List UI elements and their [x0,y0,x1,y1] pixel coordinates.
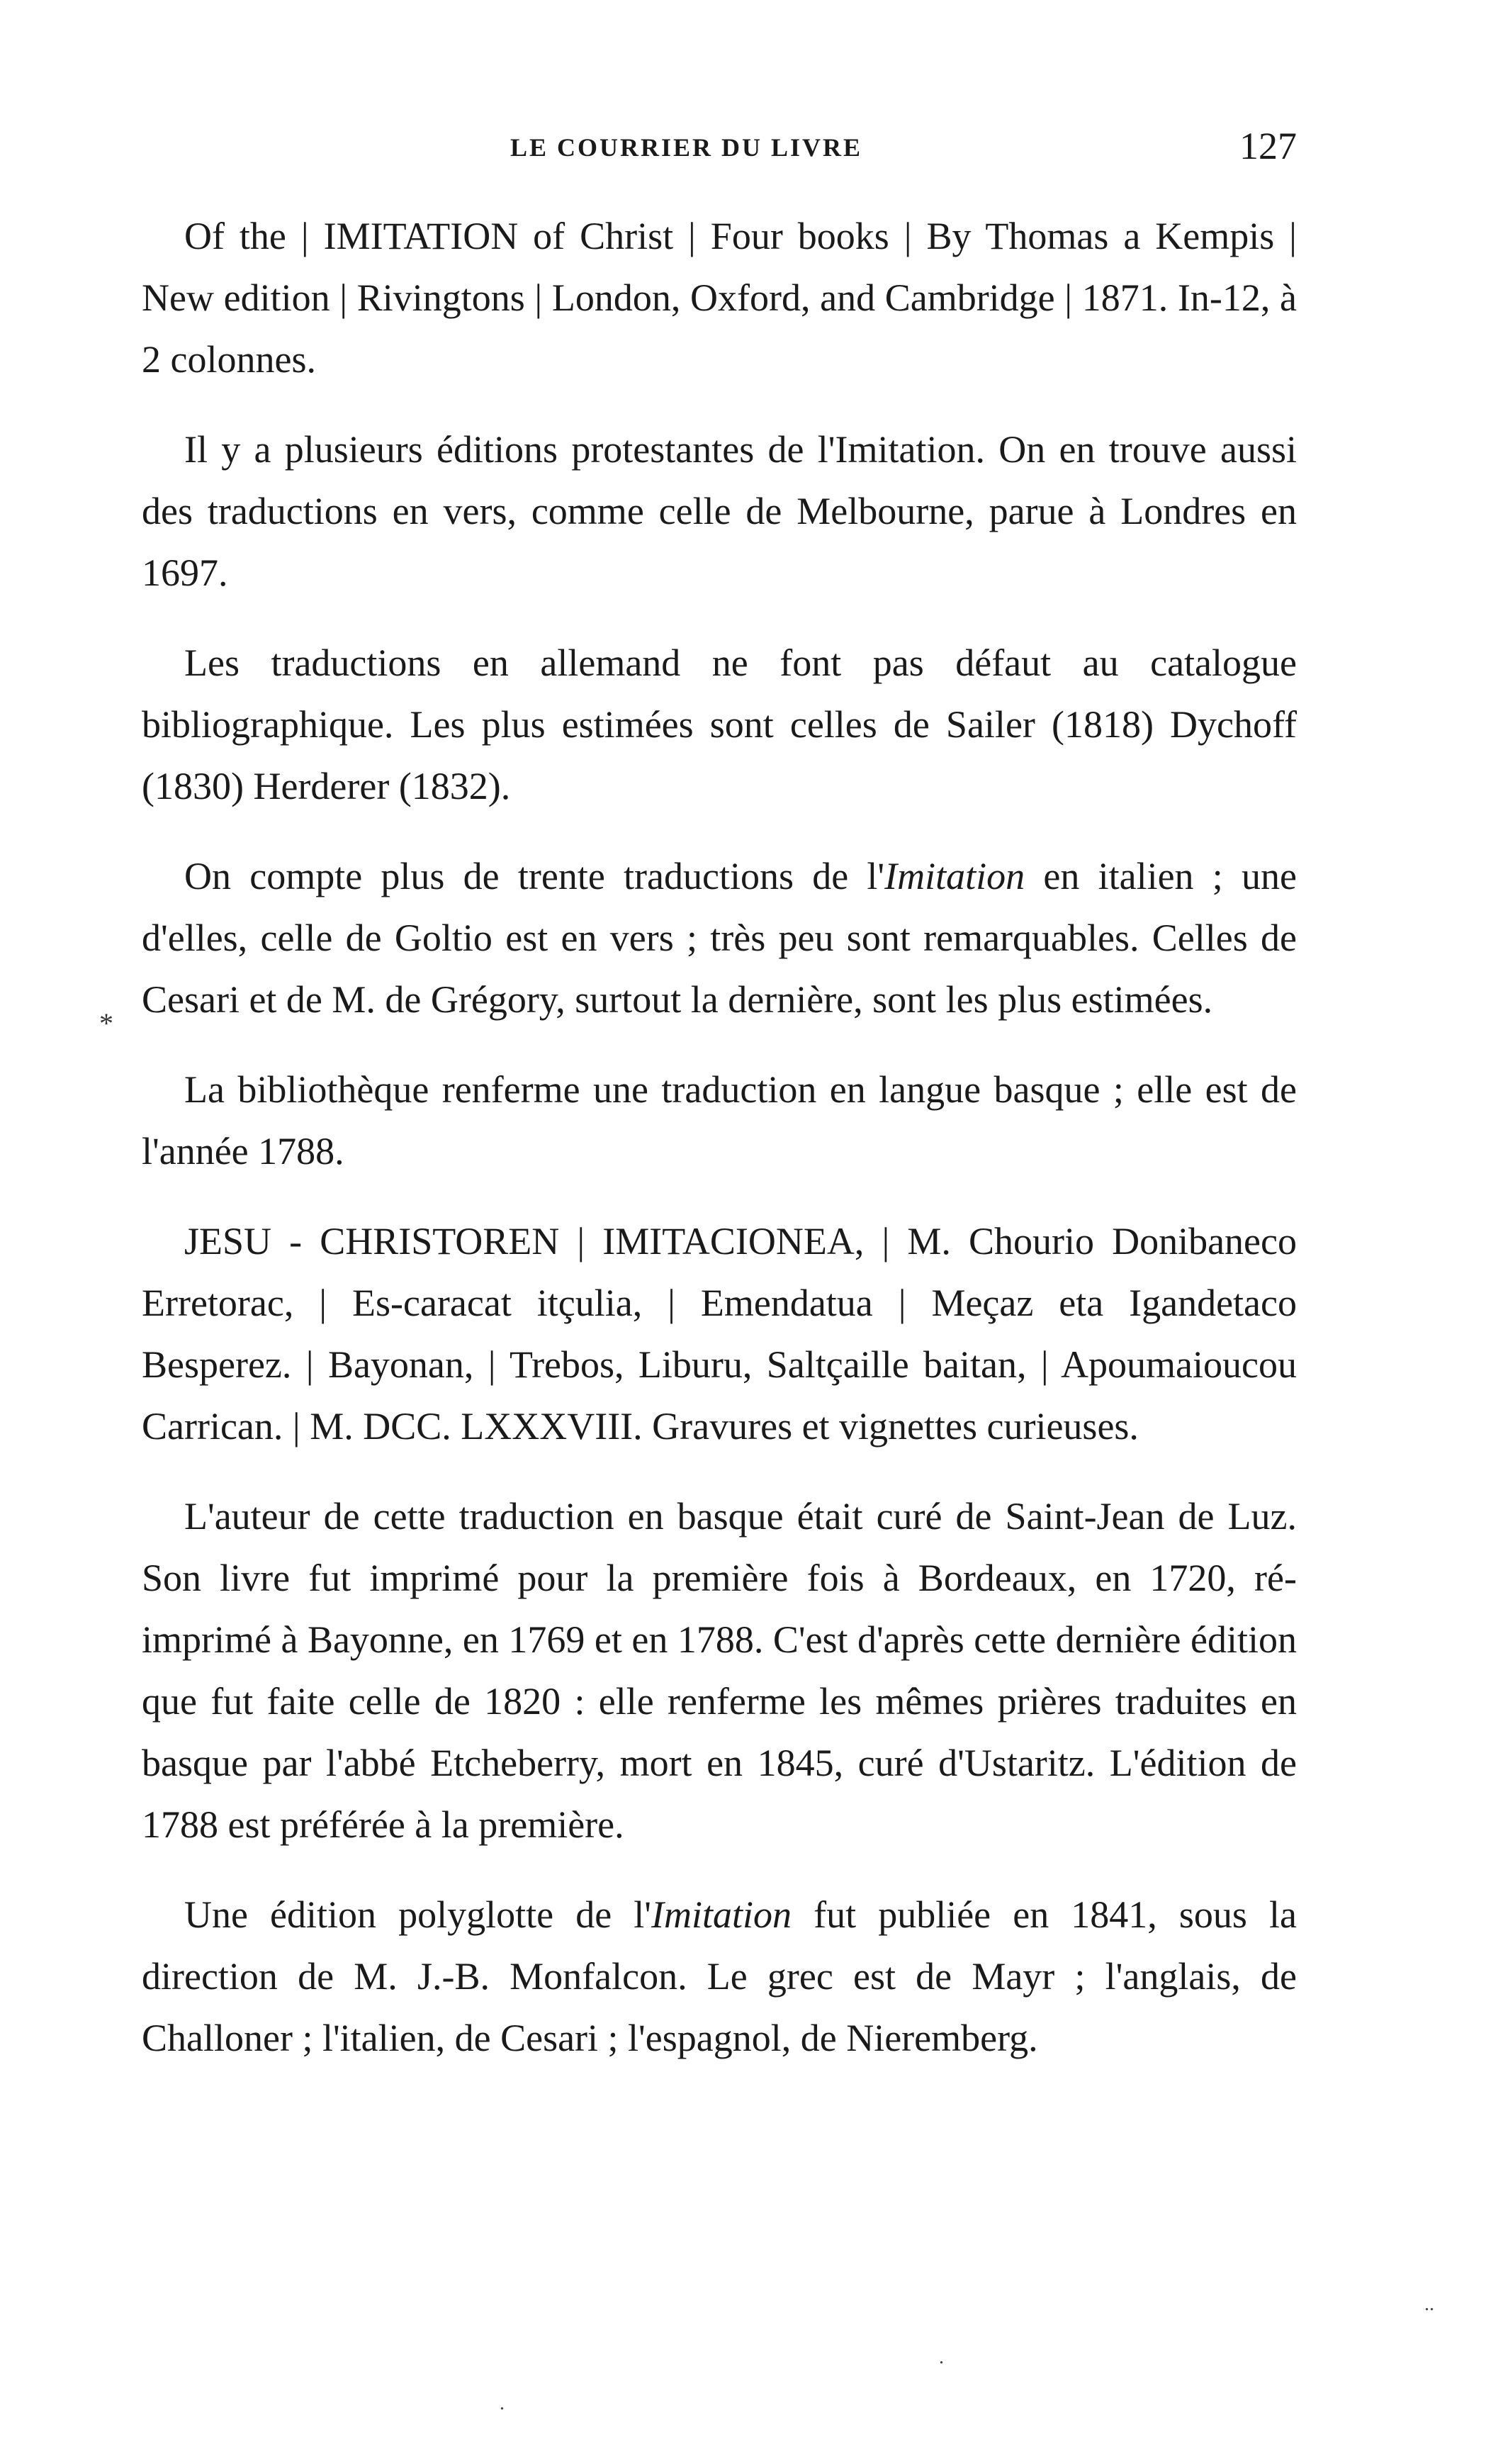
book-title-italic: Imitation [884,855,1025,897]
paragraph-polyglot-edition [142,1884,1297,2069]
paragraph-text-after: fut publiée en 1841, sous la direction de M. J.-B. Monfalcon. Le grec est de Mayr ; l'anglais, de Challoner ; l'italien, de Cesari ; l'espagnol, de Nieremberg. [142,1893,1297,2059]
paragraph-imitation-edition: Of the | IMITATION of Christ | Four books | By Thomas a Kempis | New edition | Rivingtons | London, Oxford, and Cambridge | 1871. In-12, à 2 colonnes. [142,215,1297,381]
print-speck: . [939,2346,944,2368]
paragraph-text-before: On compte plus de trente traductions de l' [184,855,885,897]
paragraph-basque-translation: La bibliothèque renferme une traduction en langue basque ; elle est de l'année 1788. [142,1068,1297,1172]
paragraph-text-before: Une édition polyglotte de l' [184,1893,652,1936]
print-speck: . [500,2392,505,2414]
paragraph-basque-title: JESU - CHRISTOREN | IMITACIONEA, | M. Chourio Donibaneco Erretorac, | Es-caracat itçulia, | Emendatua | Meçaz eta Igandetaco Besperez. | Bayonan, | Trebos, Liburu, Saltçaille baitan, | Apoumaioucou Carrican. | M. DCC. LXXXVIII. Gravures et vignettes curieuses. [142,1220,1297,1447]
paragraph-italian-translations [142,846,1297,1031]
running-title: LE COURRIER DU LIVRE [510,133,863,162]
running-head [142,124,1297,174]
body-text [142,206,1297,2098]
paragraph-text-after: en italien ; une d'elles, celle de Goltio est en vers ; très peu sont remarquables. Celles de Cesari et de M. de Grégory, surtout la dernière, sont les plus estimées. [142,855,1297,1021]
book-title-italic: Imitation [651,1893,792,1936]
margin-mark: * [99,1007,113,1039]
paragraph-protestant-editions: Il y a plusieurs éditions protestantes de l'Imitation. On en trouve aussi des traductions en vers, comme celle de Melbourne, parue à Londres en 1697. [142,428,1297,594]
paragraph-german-translations: Les traductions en allemand ne font pas défaut au catalogue bibliographique. Les plus estimées sont celles de Sailer (1818) Dychoff (1830) Herderer (1832). [142,642,1297,807]
paragraph-basque-author: L'auteur de cette traduction en basque était curé de Saint-Jean de Luz. Son livre fut imprimé pour la première fois à Bordeaux, en 1720, ré-imprimé à Bayonne, en 1769 et en 1788. C'est d'après cette dernière édition que fut faite celle de 1820 : elle renferme les mêmes prières traduites en basque par l'abbé Etcheberry, mort en 1845, curé d'Ustaritz. L'édition de 1788 est préférée à la première. [142,1495,1297,1846]
page-number: 127 [1239,125,1297,167]
print-speck: .. [1424,2293,1434,2315]
